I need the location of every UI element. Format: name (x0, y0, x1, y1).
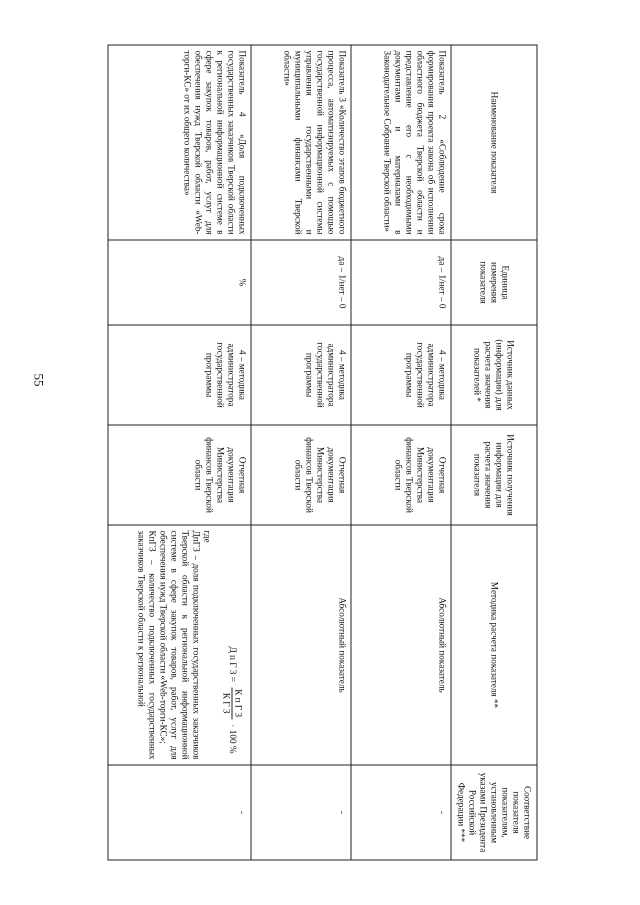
formula-fraction (221, 687, 244, 719)
indicator-correspondence: - (251, 765, 351, 860)
indicator-method: Абсолютный показатель (351, 525, 451, 765)
formula-denominator: К Г З (221, 692, 232, 714)
indicators-table (108, 45, 538, 861)
formula-lhs: Д п Г З = (227, 646, 238, 682)
header-method: Методика расчета показателя ** (451, 525, 537, 765)
indicator-name: Показатель 3 «Количество этапов бюджетного процесса, автоматизируемых с помощью государственной информационной системы управления государственными и муниципальными финансами Тверской области» (251, 45, 351, 240)
indicator-method: Абсолютный показатель (251, 525, 351, 765)
indicator-data-source: 4 – методика администратора государственной программы (351, 325, 451, 425)
indicator-method (108, 525, 251, 765)
page-number: 55 (31, 373, 47, 387)
header-correspondence: Соответствие показателя показателям, установленным указами Президента Российской Федерации *** (451, 765, 537, 860)
header-row (451, 45, 537, 860)
indicator-correspondence: - (108, 765, 251, 860)
formula-numerator: К п Г З (233, 689, 244, 718)
indicator-name: Показатель 4 «Доля подключенных государственных заказчиков Тверской области к региональной информационной системе в сфере закупок товаров, работ, услуг для обеспечения нужд Тверской области «Web-торги-КС» от их общего количества» (108, 45, 251, 240)
indicator-info-source: Отчетная документация Министерства финансов Тверской области (251, 425, 351, 525)
header-data-source: Источник данных (информации) для расчета значения показателей * (451, 325, 537, 425)
indicator-data-source: 4 – методика администратора государственной программы (251, 325, 351, 425)
formula-rhs: · 100 % (227, 724, 238, 754)
rotated-table-sheet (108, 45, 538, 860)
indicator-unit: да – 1/нет – 0 (251, 240, 351, 325)
table-row (251, 45, 351, 860)
table-row (351, 45, 451, 860)
indicator-unit: % (108, 240, 251, 325)
indicator-info-source: Отчетная документация Министерства финансов Тверской области (108, 425, 251, 525)
formula-definition: КпГЗ – количество подключенных государственных заказчиков Тверской области к региональной (136, 530, 158, 760)
indicator-name: Показатель 2 «Соблюдение срока формирования проекта закона об исполнении областного бюджета Тверской области и представление его с необходимыми документами и материалами в Законодательное Собрание Тверской области» (351, 45, 451, 240)
formula-definition: ДпГЗ – доля подключенных государственных заказчиков Тверской области к региональной информационной системе в сфере закупок товаров, работ, услуг для обеспечения нужд Тверской области «Web-торги-КС»; (158, 530, 202, 760)
formula-where: где (202, 530, 213, 543)
formula (221, 531, 244, 754)
header-unit: Единица измерения показателя (451, 240, 537, 325)
indicator-unit: да – 1/нет – 0 (351, 240, 451, 325)
indicator-info-source: Отчетная документация Министерства финансов Тверской области (351, 425, 451, 525)
indicator-correspondence: - (351, 765, 451, 860)
header-info-source: Источник получения информации для расчета значения показателя (451, 425, 537, 525)
header-name: Наименование показателя (451, 45, 537, 240)
table-row (108, 45, 251, 860)
indicator-data-source: 4 – методика администратора государственной программы (108, 325, 251, 425)
